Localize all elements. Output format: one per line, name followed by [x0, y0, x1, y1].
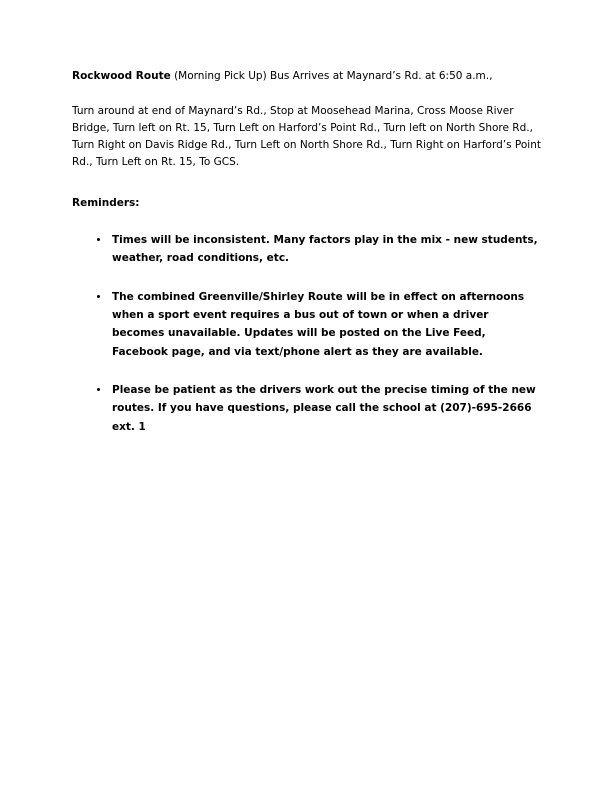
- reminders-heading: Reminders:: [72, 196, 140, 209]
- list-item: • The combined Greenville/Shirley Route will be in effect on afternoons when a sport event requires a bus out of town or when a driver becomes unavailable. Updates will be posted on the Live Feed, Facebook page, and via text/phone alert as they are available.: [110, 288, 542, 362]
- route-heading-title: Rockwood Route: [72, 70, 171, 82]
- route-heading: [72, 68, 542, 85]
- route-directions-paragraph: Turn around at end of Maynard’s Rd., Stop at Moosehead Marina, Cross Moose River Bridge, Turn left on Rt. 15, Turn Left on Harford’s Point Rd., Turn left on North Shore Rd., Turn Right on Davis Ridge Rd., Turn Left on North Shore Rd., Turn Right on Harford’s Point Rd., Turn Left on Rt. 15, To GCS.: [72, 104, 541, 168]
- reminders-list: [72, 231, 542, 436]
- list-item: • Please be patient as the drivers work out the precise timing of the new routes. If you have questions, please call the school at (207)-695-2666 ext. 1: [110, 381, 542, 436]
- route-heading-detail: (Morning Pick Up) Bus Arrives at Maynard’s Rd. at 6:50 a.m.,: [170, 70, 493, 82]
- list-item: • Times will be inconsistent. Many factors play in the mix - new students, weather, road conditions, etc.: [110, 231, 542, 268]
